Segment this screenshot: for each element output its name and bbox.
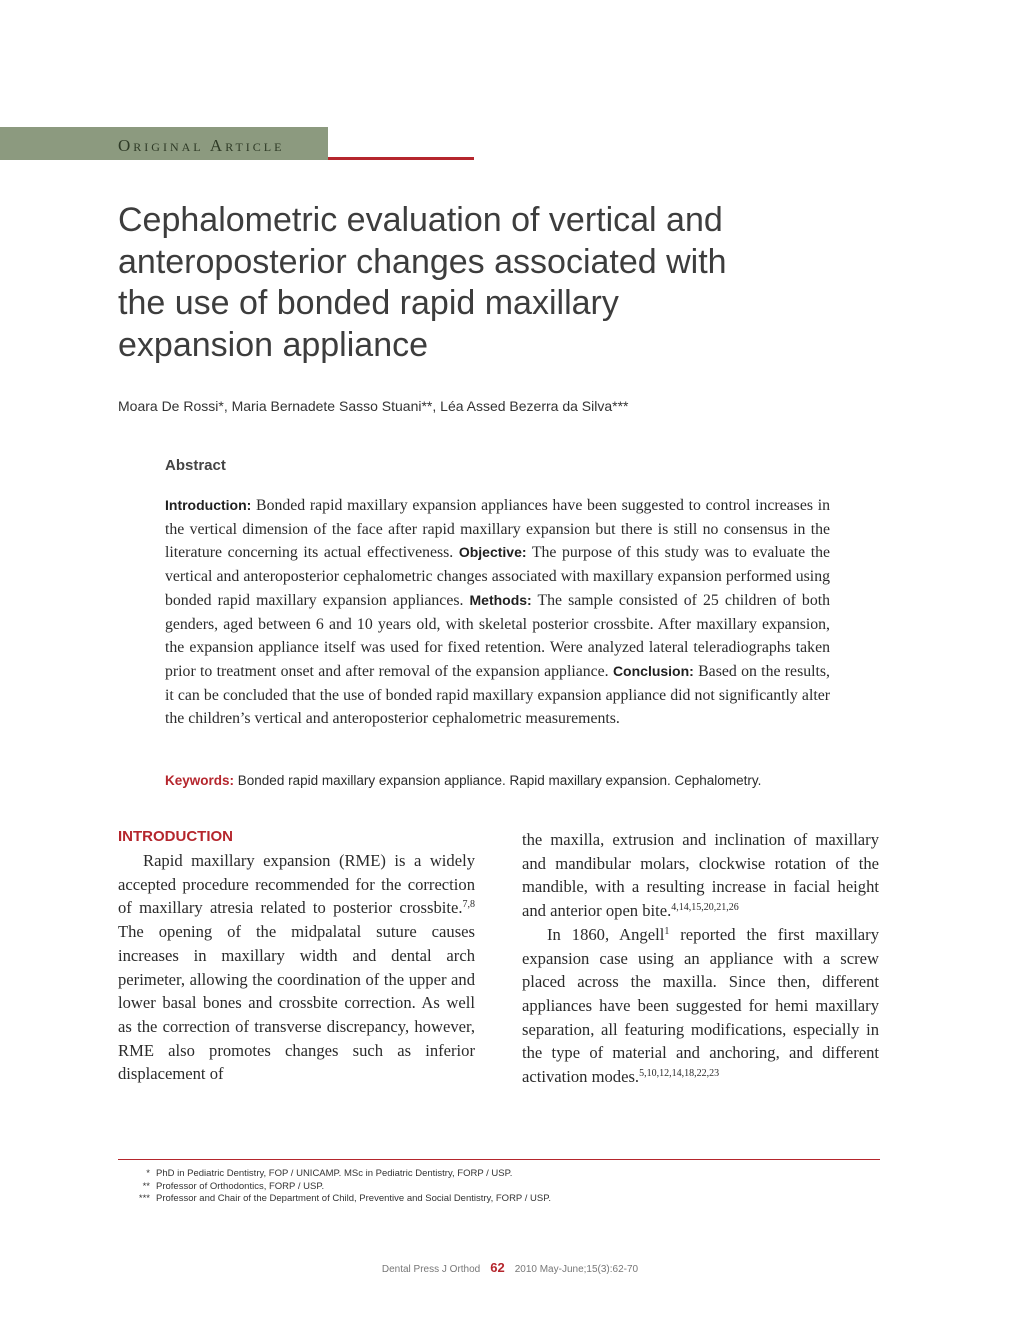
citation-ref: 7,8 xyxy=(462,899,475,911)
intro-text: In 1860, Angell xyxy=(547,924,665,944)
footnote-mark: * xyxy=(146,1168,150,1179)
keywords-text: Bonded rapid maxillary expansion appliance. Rapid maxillary expansion. Cephalometry. xyxy=(234,773,762,788)
citation-ref: 4,14,15,20,21,26 xyxy=(671,902,739,914)
footnote-mark: ** xyxy=(142,1180,150,1192)
intro-paragraph-1 xyxy=(118,849,475,1086)
methods-label: Methods: xyxy=(469,591,532,608)
journal-citation: 2010 May-June;15(3):62-70 xyxy=(514,1264,639,1275)
footnote xyxy=(118,1168,818,1181)
page-footer xyxy=(0,1260,1020,1275)
page-number: 62 xyxy=(490,1260,505,1275)
footnote-rule xyxy=(118,1159,880,1160)
intro-paragraph-1-continued xyxy=(522,828,879,923)
author-list: Moara De Rossi*, Maria Bernadete Sasso Stuani**, Léa Assed Bezerra da Silva*** xyxy=(118,398,629,414)
intro-paragraph-2 xyxy=(522,923,879,1089)
footnote xyxy=(118,1181,818,1194)
footnote-text: Professor of Orthodontics, FORP / USP. xyxy=(156,1180,325,1192)
intro-text: The opening of the midpalatal suture causes increases in maxillary width and dental arch perimeter, allowing the coordination of the upper and lower basal bones and crossbite correction. As well as the correction of transverse discrepancy, however, RME also promotes changes such as inferior displacement of xyxy=(118,922,475,1084)
keywords xyxy=(165,773,865,788)
introduction-heading: INTRODUCTION xyxy=(118,828,233,845)
footnote-mark: *** xyxy=(138,1193,150,1204)
journal-name: Dental Press J Orthod xyxy=(381,1264,481,1275)
keywords-label: Keywords: xyxy=(165,773,235,788)
introduction-label: Introduction: xyxy=(165,497,252,513)
section-rule xyxy=(328,157,474,160)
objective-text: The purpose of this study was to evaluate the vertical and anteroposterior cephalometric changes associated with maxillary expansion performed using bonded rapid maxillary expansion appliances. xyxy=(165,544,830,609)
citation-ref: 5,10,12,14,18,22,23 xyxy=(639,1068,720,1080)
citation-ref: 1 xyxy=(664,925,670,937)
article-title: Cephalometric evaluation of vertical and anteroposterior changes associated with the use of bonded rapid maxillary expansion appliance xyxy=(118,201,727,364)
footnote-text: Professor and Chair of the Department of Child, Preventive and Social Dentistry, FORP / USP. xyxy=(156,1193,551,1204)
abstract-heading: Abstract xyxy=(165,457,226,474)
objective-label: Objective: xyxy=(458,544,527,561)
footnote xyxy=(118,1193,818,1206)
intro-text: Rapid maxillary expansion (RME) is a widely accepted procedure recommended for the correction of maxillary atresia related to posterior crossbite. xyxy=(118,851,475,918)
abstract-body xyxy=(165,494,830,731)
methods-text: The sample consisted of 25 children of both genders, aged between 6 and 10 years old, with skeletal posterior crossbite. After maxillary expansion, the expansion appliance itself was used for fixed retention. Were analyzed lateral teleradiographs taken prior to treatment onset and after removal of the expansion appliance. xyxy=(165,591,831,680)
footnote-text: PhD in Pediatric Dentistry, FOP / UNICAMP. MSc in Pediatric Dentistry, FORP / USP. xyxy=(156,1168,513,1179)
footnotes xyxy=(118,1168,818,1206)
conclusion-label: Conclusion: xyxy=(612,662,694,679)
intro-text: the maxilla, extrusion and inclination of maxillary and mandibular molars, clockwise rotation of the mandible, with a resulting increase in facial height and anterior open bite. xyxy=(522,830,879,921)
introduction-text: Bonded rapid maxillary expansion appliances have been suggested to control increases in the vertical dimension of the face after rapid maxillary expansion but there is still no consensus in the literature concerning its actual effectiveness. xyxy=(165,497,830,562)
conclusion-text: Based on the results, it can be concluded that the use of bonded rapid maxillary expansion appliance did not significantly alter the children’s vertical and anteroposterior cephalometric measurements. xyxy=(165,662,830,728)
section-label: Original Article xyxy=(118,136,285,155)
intro-text: reported the first maxillary expansion case using an appliance with a screw placed across the maxilla. Since then, different appliances have been suggested for hemi maxillary separation, all featuring modifications, especially in the type of material and anchoring, and different activation modes. xyxy=(522,924,879,1087)
right-column xyxy=(522,828,879,1089)
